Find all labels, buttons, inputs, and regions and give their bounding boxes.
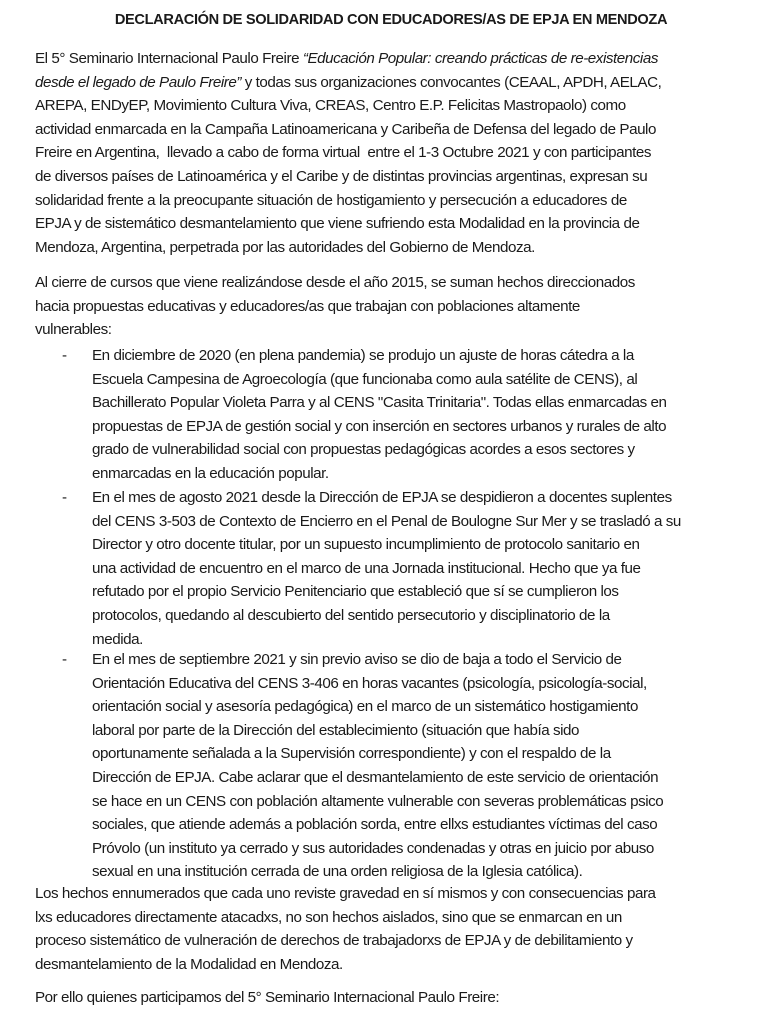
document-title: DECLARACIÓN DE SOLIDARIDAD CON EDUCADORES/AS DE EPJA EN MENDOZA bbox=[114, 12, 668, 28]
list-item-text: En el mes de agosto 2021 desde la Dirección de EPJA se despidieron a docentes suplentes del CENS 3-503 de Contexto de Encierro en el Penal de Boulogne Sur Mer y se trasladó a su Director y otro docente titular, por un supuesto incumplimiento de protocolo sanitario en una actividad de encuentro en el marco de una Jornada institucional. Hecho que ya fue refutado por el propio Servicio Penitenciario que estableció que sí se cumplieron los protocolos, quedando al descubierto del sentido persecutorio y disciplinatorio de la medida. bbox=[92, 489, 681, 648]
closing-line: Por ello quienes participamos del 5° Seminario Internacional Paulo Freire: bbox=[35, 989, 500, 1006]
intro-line: solidaridad frente a la preocupante situación de hostigamiento y persecución a educadores de bbox=[35, 191, 627, 209]
intro-line: de diversos países de Latinoamérica y el Caribe y de distintas provincias argentinas, expresan su bbox=[35, 167, 648, 185]
intro-line: AREPA, ENDyEP, Movimiento Cultura Viva, CREAS, Centro E.P. Felicitas Mastropaolo) como bbox=[35, 97, 626, 115]
context-line: hacia propuestas educativas y educadores/as que trabajan con poblaciones altamente bbox=[35, 297, 580, 315]
list-item-text: En diciembre de 2020 (en plena pandemia) se produjo un ajuste de horas cátedra a la Escuela Campesina de Agroecología (que funcionaba como aula satélite de CENS), al Bachillerato Popular Violeta Parra y al CENS "Casita Trinitaria". Todas ellas enmarcadas en propuestas de EPJA de gestión social y con inserción en sectores urbanos y rurales de alto grado de vulnerabilidad social con propuestas pedagógicas acordes a esos sectores y enmarcadas en la educación popular. bbox=[92, 347, 667, 482]
bullet-dash: - bbox=[62, 347, 67, 364]
intro-line: actividad enmarcada en la Campaña Latinoamericana y Caribeña de Defensa del legado de Paulo bbox=[35, 120, 656, 138]
intro-paragraph bbox=[35, 47, 765, 259]
closing-paragraph bbox=[35, 986, 765, 1010]
context-line: Al cierre de cursos que viene realizándose desde el año 2015, se suman hechos direccionados bbox=[35, 274, 635, 291]
conclusion-line: desmantelamiento de la Modalidad en Mendoza. bbox=[35, 955, 343, 973]
conclusion-paragraph bbox=[35, 882, 765, 976]
bullet-dash: - bbox=[62, 489, 67, 506]
conclusion-line: lxs educadores directamente atacadxs, no son hechos aislados, sino que se enmarcan en un bbox=[35, 908, 622, 926]
context-line: vulnerables: bbox=[35, 321, 112, 339]
context-paragraph bbox=[35, 271, 765, 342]
bullet-dash: - bbox=[62, 651, 67, 668]
intro-line: desde el legado de Paulo Freire” y todas sus organizaciones convocantes (CEAAL, APDH, AELAC, bbox=[35, 73, 662, 91]
intro-line: Freire en Argentina, llevado a cabo de forma virtual entre el 1-3 Octubre 2021 y con participantes bbox=[35, 144, 652, 162]
intro-line: El 5° Seminario Internacional Paulo Freire “Educación Popular: creando prácticas de re-existencias bbox=[35, 50, 658, 67]
intro-line: EPJA y de sistemático desmantelamiento que viene sufriendo esta Modalidad en la provincia de bbox=[35, 215, 640, 233]
conclusion-line: proceso sistemático de vulneración de derechos de trabajadorxs de EPJA y de debilitamiento y bbox=[35, 932, 633, 950]
conclusion-line: Los hechos ennumerados que cada uno reviste gravedad en sí mismos y con consecuencias para bbox=[35, 885, 656, 902]
list-item-text: En el mes de septiembre 2021 y sin previo aviso se dio de baja a todo el Servicio de Orientación Educativa del CENS 3-406 en horas vacantes (psicología, psicología-social, orientación social y asesoría pedagógica) en el marco de un sistemático hostigamiento laboral por parte de la Dirección del establecimiento (situación que había sido oportunamente señalada a la Supervisión correspondiente) y con el respaldo de la Dirección de EPJA. Cabe aclarar que el desmantelamiento de este servicio de orientación se hace en un CENS con población altamente vulnerable con severas problemáticas psico sociales, que atiende además a población sorda, entre ellxs estudiantes víctimas del caso Próvolo (un instituto ya cerrado y sus autoridades condenadas y otras en juicio por abuso sexual en una institución cerrada de una orden religiosa de la Iglesia católica). bbox=[92, 651, 664, 881]
intro-line: Mendoza, Argentina, perpetrada por las autoridades del Gobierno de Mendoza. bbox=[35, 238, 535, 256]
